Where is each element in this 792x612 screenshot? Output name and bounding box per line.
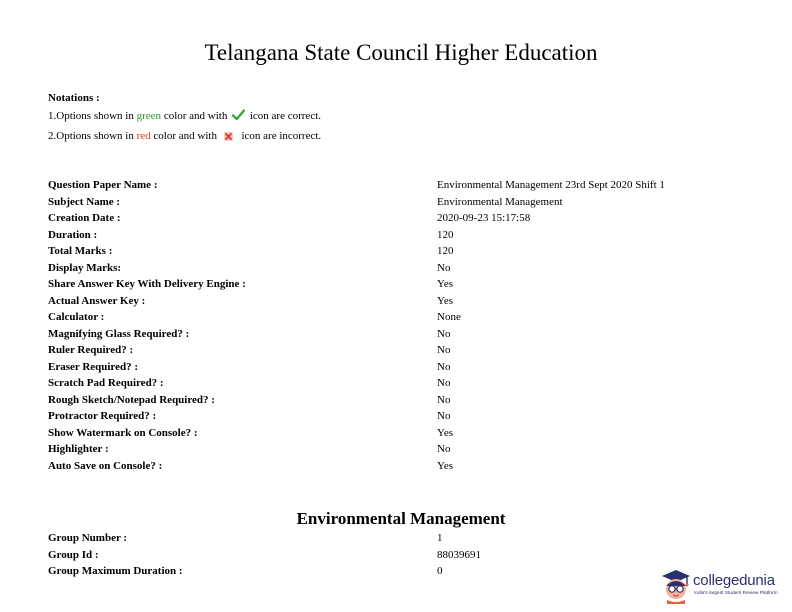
property-value: Yes <box>437 426 454 439</box>
group-value: 0 <box>437 565 443 577</box>
red-word: red <box>136 130 151 142</box>
group-label: Group Id : <box>48 548 99 561</box>
property-value: Environmental Management <box>437 195 563 208</box>
page-title: Telangana State Council Higher Education <box>204 40 598 65</box>
notation-text: 1.Options shown in <box>48 110 137 122</box>
property-label: Creation Date : <box>48 212 121 224</box>
notations <box>48 89 321 147</box>
check-icon <box>232 109 245 127</box>
property-label: Eraser Required? : <box>48 360 139 373</box>
property-value: None <box>437 311 461 323</box>
notations-heading: Notations : <box>48 92 100 104</box>
property-label: Question Paper Name : <box>48 179 158 191</box>
property-label: Auto Save on Console? : <box>48 459 163 472</box>
property-value: Environmental Management 23rd Sept 2020 Shift 1 <box>437 179 665 191</box>
property-value: No <box>437 377 451 389</box>
property-label: Rough Sketch/Notepad Required? : <box>48 393 215 406</box>
notation-text: 2.Options shown in <box>48 130 137 142</box>
property-value: Yes <box>437 294 454 307</box>
property-value: No <box>437 360 451 373</box>
group-label: Group Maximum Duration : <box>48 565 183 577</box>
collegedunia-logo <box>658 566 786 606</box>
property-label: Scratch Pad Required? : <box>48 377 164 389</box>
property-label: Share Answer Key With Delivery Engine : <box>48 278 246 290</box>
property-value: 2020-09-23 15:17:58 <box>437 212 531 224</box>
property-label: Ruler Required? : <box>48 344 134 356</box>
property-value: Yes <box>437 278 454 290</box>
property-value: No <box>437 443 451 455</box>
property-value: 120 <box>437 228 454 241</box>
property-value: 120 <box>437 245 454 257</box>
notation-text: icon are correct. <box>247 110 322 122</box>
property-value: No <box>437 410 451 422</box>
property-label: Display Marks: <box>48 261 122 274</box>
notation-correct <box>48 107 321 127</box>
property-label: Protractor Required? : <box>48 410 157 422</box>
property-label: Duration : <box>48 228 98 241</box>
property-value: No <box>437 393 451 406</box>
logo-wordmark: collegedunia <box>693 572 775 589</box>
cross-icon <box>224 129 233 147</box>
property-label: Highlighter : <box>48 443 109 455</box>
property-label: Calculator : <box>48 311 105 323</box>
property-label: Magnifying Glass Required? : <box>48 327 190 340</box>
section-title: Environmental Management <box>296 509 506 528</box>
property-label: Subject Name : <box>48 195 121 208</box>
notation-text: color and with <box>150 130 220 142</box>
property-label: Show Watermark on Console? : <box>48 426 198 439</box>
group-value: 1 <box>437 532 443 544</box>
student-mascot-icon <box>658 568 692 609</box>
property-value: No <box>437 344 451 356</box>
logo-tagline: India's largest Student Review Platform <box>694 591 778 596</box>
property-label: Total Marks : <box>48 245 113 257</box>
notation-text: color and with <box>161 110 231 122</box>
group-value: 88039691 <box>437 548 481 561</box>
notation-text: icon are incorrect. <box>238 130 322 142</box>
notation-incorrect <box>48 127 321 147</box>
property-value: No <box>437 327 451 340</box>
property-value: No <box>437 261 451 274</box>
property-value: Yes <box>437 459 454 472</box>
property-label: Actual Answer Key : <box>48 294 146 307</box>
green-word: green <box>136 110 162 122</box>
group-label: Group Number : <box>48 532 128 544</box>
